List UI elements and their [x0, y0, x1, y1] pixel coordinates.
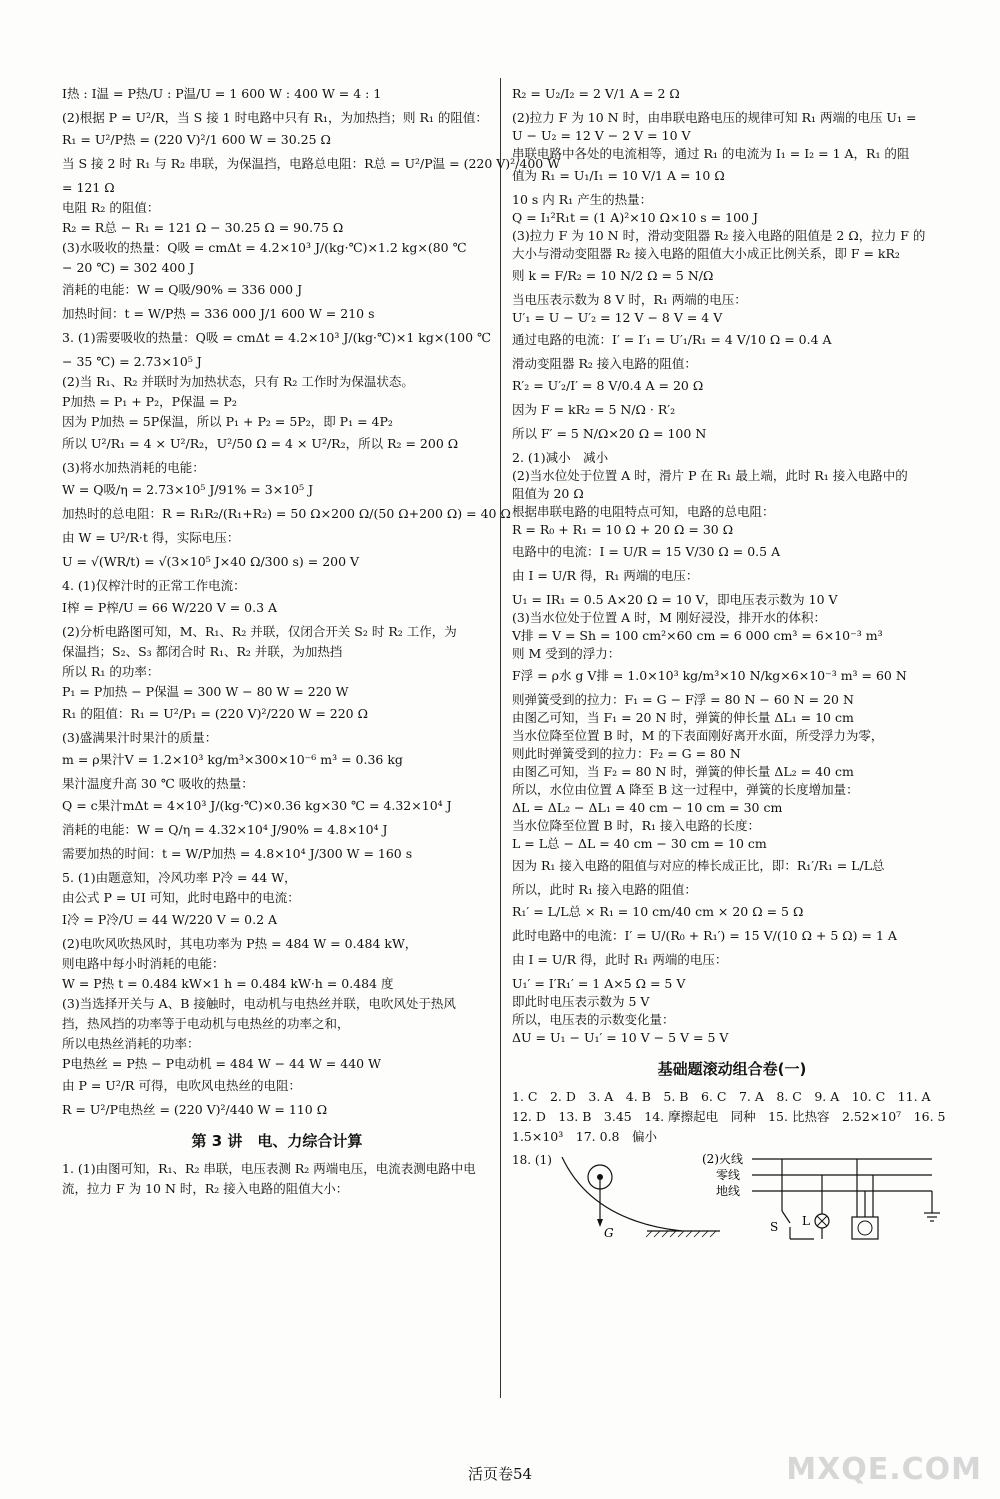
text-line: Q = c果汁mΔt = 4×10³ J/(kg·℃)×0.36 kg×30 ℃ = 4.32×10⁴ J — [62, 798, 452, 813]
text-line: 2. (1)减小 减小 — [512, 450, 609, 465]
text-line: (3)当水位处于位置 A 时，M 刚好浸没，排开水的体积： — [512, 610, 826, 625]
text-line: (3)盛满果汁时果汁的质量： — [62, 730, 218, 745]
text-line: (3)将水加热消耗的电能： — [62, 460, 205, 475]
text-line: R₂ = R总 − R₁ = 121 Ω − 30.25 Ω = 90.75 Ω — [62, 220, 344, 235]
text-line: (2)拉力 F 为 10 N 时，由串联电路电压的规律可知 R₁ 两端的电压 U₁ = — [512, 110, 917, 125]
text-line: 则弹簧受到的拉力：F₁ = G − F浮 = 80 N − 60 N = 20 N — [512, 692, 854, 707]
text-line: ΔL = ΔL₂ − ΔL₁ = 40 cm − 10 cm = 30 cm — [512, 800, 783, 815]
text-line: R = R₀ + R₁ = 10 Ω + 20 Ω = 30 Ω — [512, 522, 734, 537]
text-line: 由 I = U/R 得，R₁ 两端的电压： — [512, 568, 699, 583]
text-line: 10 s 内 R₁ 产生的热量： — [512, 192, 653, 207]
text-line: 串联电路中各处的电流相等，通过 R₁ 的电流为 I₁ = I₂ = 1 A，R₁ 的阻 — [512, 146, 910, 161]
watermark: MXQE.COM — [786, 1452, 982, 1487]
text-line: 通过电路的电流：I′ = I′₁ = U′₁/R₁ = 4 V/10 Ω = 0.4 A — [512, 332, 832, 347]
text-line: 消耗的电能：W = Q吸/90% = 336 000 J — [62, 282, 303, 297]
text-line: 加热时间：t = W/P热 = 336 000 J/1 600 W = 210 s — [62, 306, 375, 321]
text-line: 则 k = F/R₂ = 10 N/2 Ω = 5 N/Ω — [512, 268, 714, 283]
q18-diagrams — [512, 1151, 952, 1243]
text-line: (2)当 R₁、R₂ 并联时为加热状态，只有 R₂ 工作时为保温状态。 — [62, 374, 414, 389]
text-line: Q = I₁²R₁t = (1 A)²×10 Ω×10 s = 100 J — [512, 210, 758, 225]
text-line: (3)拉力 F 为 10 N 时，滑动变阻器 R₂ 接入电路的阻值是 2 Ω，拉力 F 的 — [512, 228, 926, 243]
text-line: 由公式 P = UI 可知，此时电路中的电流： — [62, 890, 300, 905]
text-line: L = L总 − ΔL = 40 cm − 30 cm = 10 cm — [512, 836, 767, 851]
text-line: 需要加热的时间：t = W/P加热 = 4.8×10⁴ J/300 W = 160 s — [62, 846, 413, 861]
text-line: 1.5×10³ 17. 0.8 偏小 — [512, 1129, 658, 1144]
text-line: I榨 = P榨/U = 66 W/220 V = 0.3 A — [62, 600, 278, 615]
text-line: 12. D 13. B 3.45 14. 摩擦起电 同种 15. 比热容 2.52×10⁷ 16. 5 — [512, 1109, 946, 1124]
text-line: − 20 ℃) = 302 400 J — [62, 260, 195, 275]
text-line: 消耗的电能：W = Q/η = 4.32×10⁴ J/90% = 4.8×10⁴ J — [62, 822, 388, 837]
text-line: = 121 Ω — [62, 180, 115, 195]
text-line: 挡，热风挡的功率等于电动机与电热丝的功率之和， — [62, 1016, 350, 1031]
text-line: 大小与滑动变阻器 R₂ 接入电路的阻值大小成正比例关系，即 F = kR₂ — [512, 246, 900, 261]
text-line: 3. (1)需要吸收的热量：Q吸 = cmΔt = 4.2×10³ J/(kg·℃)×1 kg×(100 ℃ — [62, 330, 491, 345]
text-line: U₁′ = I′R₁′ = 1 A×5 Ω = 5 V — [512, 976, 686, 991]
text-line: 则此时弹簧受到的拉力：F₂ = G = 80 N — [512, 746, 741, 761]
text-line: 流，拉力 F 为 10 N 时，R₂ 接入电路的阻值大小： — [62, 1181, 349, 1196]
text-line: W = P热 t = 0.484 kW×1 h = 0.484 kW·h = 0.484 度 — [62, 976, 394, 991]
text-line: 由 W = U²/R·t 得，实际电压： — [62, 530, 240, 545]
text-line: P加热 = P₁ + P₂，P保温 = P₂ — [62, 394, 237, 409]
svg-text:L: L — [802, 1214, 810, 1228]
text-line: (2)分析电路图可知，M、R₁、R₂ 并联，仅闭合开关 S₂ 时 R₂ 工作，为 — [62, 624, 457, 639]
text-line: 即此时电压表示数为 5 V — [512, 994, 650, 1009]
text-line: 因为 P加热 = 5P保温，所以 P₁ + P₂ = 5P₂，即 P₁ = 4P₂ — [62, 414, 393, 429]
svg-text:S: S — [770, 1220, 779, 1234]
svg-text:地线: 地线 — [716, 1184, 741, 1198]
household-circuit-diagram — [702, 1151, 952, 1243]
text-line: R₁ = U²/P热 = (220 V)²/1 600 W = 30.25 Ω — [62, 132, 331, 147]
section-heading: 基础题滚动组合卷(一) — [657, 1060, 807, 1078]
text-line: 因为 R₁ 接入电路的阻值与对应的棒长成正比，即：R₁′/R₁ = L/L总 — [512, 858, 885, 873]
text-line: 电阻 R₂ 的阻值： — [62, 200, 160, 215]
page-footer: 活页卷54 — [467, 1465, 533, 1483]
right-column — [512, 80, 952, 1243]
text-line: ΔU = U₁ − U₁′ = 10 V − 5 V = 5 V — [512, 1030, 729, 1045]
text-line: 当水位降至位置 B 时，R₁ 接入电路的长度： — [512, 818, 761, 833]
text-line: I冷 = P冷/U = 44 W/220 V = 0.2 A — [62, 912, 278, 927]
text-line: U′₁ = U − U′₂ = 12 V − 8 V = 4 V — [512, 310, 723, 325]
text-line: 阻值为 20 Ω — [512, 486, 584, 501]
text-line: P电热丝 = P热 − P电动机 = 484 W − 44 W = 440 W — [62, 1056, 381, 1071]
text-line: (2)电吹风吹热风时，其电功率为 P热 = 484 W = 0.484 kW， — [62, 936, 418, 951]
text-line: 根据串联电路的电阻特点可知，电路的总电阻： — [512, 504, 775, 519]
text-line: (3)当选择开关与 A、B 接触时，电动机与电热丝并联，电吹风处于热风 — [62, 996, 456, 1011]
text-line: (2)当水位处于位置 A 时，滑片 P 在 R₁ 最上端，此时 R₁ 接入电路中的 — [512, 468, 908, 483]
text-line: 由 P = U²/R 可得，电吹风电热丝的电阻： — [62, 1078, 301, 1093]
text-line: U − U₂ = 12 V − 2 V = 10 V — [512, 128, 691, 143]
svg-text:G: G — [604, 1226, 614, 1240]
text-line: W = Q吸/η = 2.73×10⁵ J/91% = 3×10⁵ J — [62, 482, 314, 497]
text-line: 1. (1)由图可知，R₁、R₂ 串联，电压表测 R₂ 两端电压，电流表测电路中电 — [62, 1161, 476, 1176]
text-line: 由 I = U/R 得，此时 R₁ 两端的电压： — [512, 952, 728, 967]
text-line: (3)水吸收的热量：Q吸 = cmΔt = 4.2×10³ J/(kg·℃)×1.2 kg×(80 ℃ — [62, 240, 467, 255]
text-line: 所以电热丝消耗的功率： — [62, 1036, 200, 1051]
text-line: 所以 R₁ 的功率： — [62, 664, 160, 679]
svg-text:(2)火线: (2)火线 — [702, 1152, 743, 1166]
text-line: 4. (1)仅榨汁时的正常工作电流： — [62, 578, 246, 593]
text-line: F浮 = ρ水 g V排 = 1.0×10³ kg/m³×10 N/kg×6×10⁻³ m³ = 60 N — [512, 668, 907, 683]
text-line: 滑动变阻器 R₂ 接入电路的阻值： — [512, 356, 697, 371]
text-line: R₂ = U₂/I₂ = 2 V/1 A = 2 Ω — [512, 86, 680, 101]
text-line: 则 M 受到的浮力： — [512, 646, 621, 661]
text-line: 因为 F = kR₂ = 5 N/Ω · R′₂ — [512, 402, 676, 417]
text-line: 当水位降至位置 B 时，M 的下表面刚好离开水面，所受浮力为零， — [512, 728, 884, 743]
text-line: 加热时的总电阻：R = R₁R₂/(R₁+R₂) = 50 Ω×200 Ω/(50 Ω+200 Ω) = 40 Ω — [62, 506, 511, 521]
text-line: R₁′ = L/L总 × R₁ = 10 cm/40 cm × 20 Ω = 5 Ω — [512, 904, 804, 919]
text-line: I热 : I温 = P热/U : P温/U = 1 600 W : 400 W = 4 : 1 — [62, 86, 382, 101]
pulley-diagram — [552, 1151, 722, 1243]
text-line: V排 = V = Sh = 100 cm²×60 cm = 6 000 cm³ = 6×10⁻³ m³ — [512, 628, 883, 643]
text-line: 5. (1)由题意知，冷风功率 P冷 = 44 W， — [62, 870, 297, 885]
text-line: 所以，电压表的示数变化量： — [512, 1012, 675, 1027]
text-line: 1. C 2. D 3. A 4. B 5. B 6. C 7. A 8. C 9. A 10. C 11. A — [512, 1089, 931, 1104]
text-line: 所以，此时 R₁ 接入电路的阻值： — [512, 882, 697, 897]
section-heading: 第 3 讲 电、力综合计算 — [191, 1132, 363, 1150]
text-line: R = U²/P电热丝 = (220 V)²/440 W = 110 Ω — [62, 1102, 328, 1117]
text-line: 当电压表示数为 8 V 时，R₁ 两端的电压： — [512, 292, 747, 307]
text-line: 值为 R₁ = U₁/I₁ = 10 V/1 A = 10 Ω — [512, 168, 725, 183]
text-line: 所以 U²/R₁ = 4 × U²/R₂，U²/50 Ω = 4 × U²/R₂，所以 R₂ = 200 Ω — [62, 436, 459, 451]
text-line: − 35 ℃) = 2.73×10⁵ J — [62, 354, 202, 369]
text-line: 所以，水位由位置 A 降至 B 这一过程中，弹簧的长度增加量： — [512, 782, 859, 797]
text-line: 果汁温度升高 30 ℃ 吸收的热量： — [62, 776, 254, 791]
column-divider — [500, 78, 501, 1398]
text-line: U = √(WR/t) = √(3×10⁵ J×40 Ω/300 s) = 200 V — [62, 554, 360, 569]
text-line: 此时电路中的电流：I′ = U/(R₀ + R₁′) = 15 V/(10 Ω + 5 Ω) = 1 A — [512, 928, 897, 943]
text-line: (2)根据 P = U²/R，当 S 接 1 时电路中只有 R₁，为加热挡；则 R₁ 的阻值： — [62, 110, 488, 125]
text-line: 电路中的电流：I = U/R = 15 V/30 Ω = 0.5 A — [512, 544, 781, 559]
text-line: 由图乙可知，当 F₁ = 20 N 时，弹簧的伸长量 ΔL₁ = 10 cm — [512, 710, 854, 725]
svg-text:零线: 零线 — [716, 1168, 741, 1182]
text-line: 保温挡；S₂、S₃ 都闭合时 R₁、R₂ 并联，为加热挡 — [62, 644, 343, 659]
text-line: U₁ = IR₁ = 0.5 A×20 Ω = 10 V，即电压表示数为 10 V — [512, 592, 838, 607]
text-line: 所以 F′ = 5 N/Ω×20 Ω = 100 N — [512, 426, 707, 441]
text-line: P₁ = P加热 − P保温 = 300 W − 80 W = 220 W — [62, 684, 349, 699]
text-line: R′₂ = U′₂/I′ = 8 V/0.4 A = 20 Ω — [512, 378, 704, 393]
text-line: 则电路中每小时消耗的电能： — [62, 956, 225, 971]
text-line: 当 S 接 2 时 R₁ 与 R₂ 串联，为保温挡，电路总电阻：R总 = U²/P温 = (220 V)²/400 W — [62, 156, 561, 171]
text-line: 由图乙可知，当 F₂ = 80 N 时，弹簧的伸长量 ΔL₂ = 40 cm — [512, 764, 854, 779]
text-line: m = ρ果汁V = 1.2×10³ kg/m³×300×10⁻⁶ m³ = 0.36 kg — [62, 752, 403, 767]
q18-label: 18. (1) — [512, 1153, 552, 1167]
text-line: R₁ 的阻值：R₁ = U²/P₁ = (220 V)²/220 W = 220 Ω — [62, 706, 368, 721]
